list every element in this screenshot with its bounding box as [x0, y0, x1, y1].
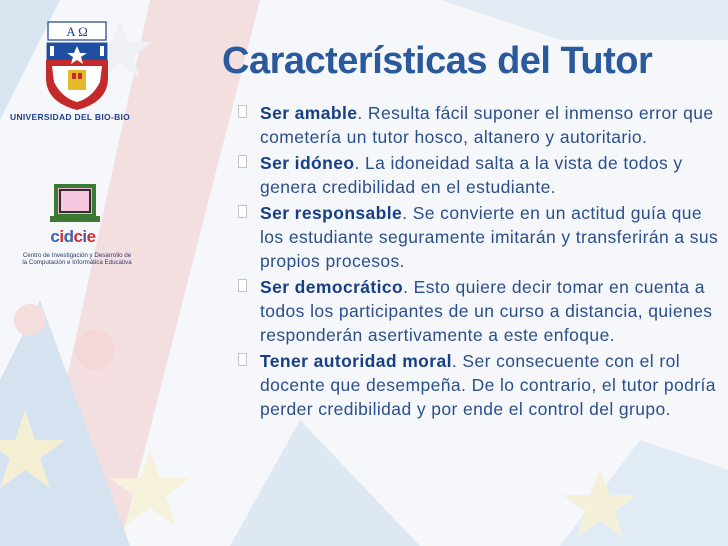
cidcie-caption: Centro de Investigación y Desarrollo de la Computación e Informática Educativa	[22, 252, 132, 267]
list-item	[236, 101, 720, 149]
bullet-icon	[238, 205, 247, 218]
bullet-icon	[238, 353, 247, 366]
bullet-text: . Ser consecuente con el rol docente que desempeña. De lo contrario, el tutor podría perder credibilidad y por ende el control del grupo.	[260, 351, 716, 419]
bullet-icon	[238, 155, 247, 168]
bullet-term: Ser responsable	[260, 203, 403, 223]
bullet-icon	[238, 105, 247, 118]
bullet-text: . Se convierte en un actitud guía que los estudiante seguramente imitarán y transferirán a sus propios procesos.	[260, 203, 719, 271]
bullet-text: . Esto quiere decir tomar en cuenta a todos los participantes de un curso a distancia, quienes responderán asertivamente a este enfoque.	[260, 277, 713, 345]
bullet-term: Ser idóneo	[260, 153, 355, 173]
cidcie-logo-icon	[38, 180, 108, 250]
bullet-icon	[238, 279, 247, 292]
list-item	[236, 275, 720, 347]
bullet-text: . La idoneidad salta a la vista de todos y genera credibilidad en el estudiante.	[260, 153, 683, 197]
bullet-list	[236, 101, 720, 423]
list-item	[236, 201, 720, 273]
bullet-term: Ser amable	[260, 103, 358, 123]
university-crest-icon	[42, 20, 112, 112]
bullet-term: Ser democrático	[260, 277, 404, 297]
svg-text:A Ω: A Ω	[66, 24, 88, 39]
list-item	[236, 151, 720, 199]
svg-text:cidcie: cidcie	[50, 227, 96, 246]
bullet-text: . Resulta fácil suponer el inmenso error que cometería un tutor hosco, altanero y autoritario.	[260, 103, 714, 147]
list-item	[236, 349, 720, 421]
university-label: UNIVERSIDAD DEL BIO-BIO	[10, 112, 131, 122]
bullet-term: Tener autoridad moral	[260, 351, 452, 371]
slide-title: Características del Tutor	[222, 40, 653, 82]
sidebar-logos	[0, 0, 150, 546]
